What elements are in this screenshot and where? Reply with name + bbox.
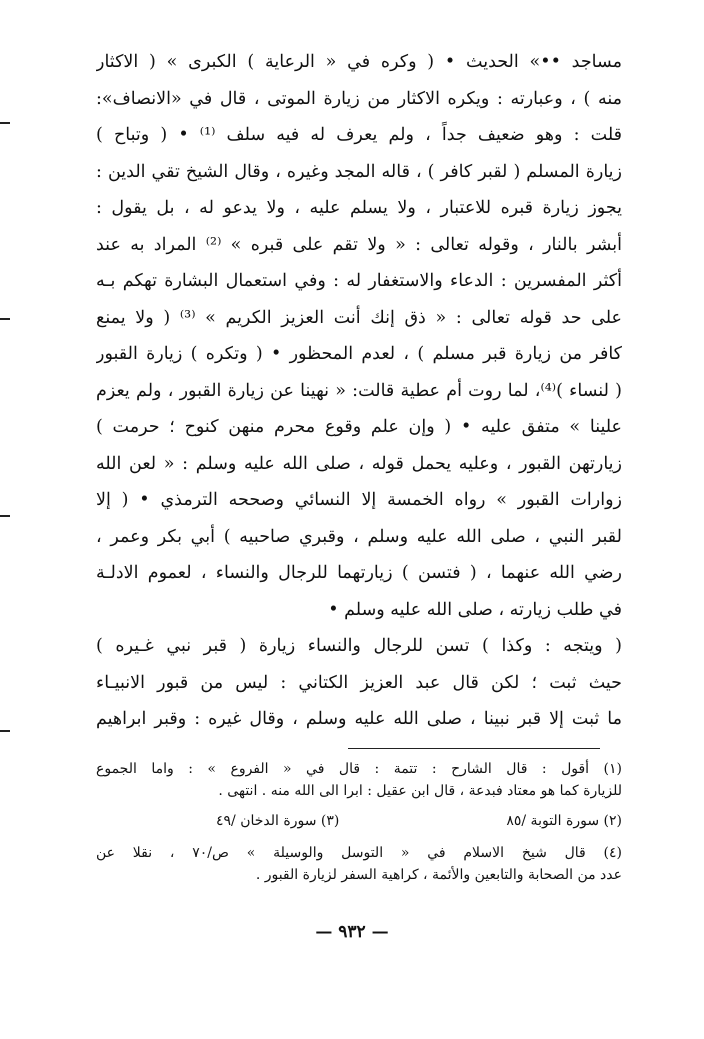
text-line: علينا » متفق عليه • ( وإن علم وقوع محرم منهن كنوح ؛ حرمت ) xyxy=(96,417,622,437)
footnote-separator xyxy=(348,748,600,749)
margin-mark xyxy=(0,122,10,124)
margin-mark xyxy=(0,515,10,517)
footnote-4-line: (٤) قال شيخ الاسلام في « التوسل والوسيلة » ص/٧٠ ، نقلا عن xyxy=(96,845,622,861)
footnotes xyxy=(96,758,622,886)
footnote-4-line: عدد من الصحابة والتابعين والأئمة ، كراهية السفر لزيارة القبور . xyxy=(255,867,622,883)
text-line: زيارتهن القبور ، وعليه يحمل قوله ، صلى الله عليه وسلم : « لعن الله xyxy=(96,453,622,474)
text-line: ( لنساء )⁽⁴⁾، لما روت أم عطية قالت: « نهينا عن زيارة القبور ، ولم يعزم xyxy=(96,380,622,401)
text-line: على حد قوله تعالى : « ذق إنك أنت العزيز الكريم » ⁽³⁾ ( ولا يمنع xyxy=(96,307,622,328)
text-line: زوارات القبور » رواه الخمسة إلا النسائي وصححه الترمذي • ( إلا xyxy=(96,490,622,510)
margin-mark xyxy=(0,730,10,732)
page-number: — ٩٣٢ — xyxy=(315,922,389,942)
footnote-3: (٣) سورة الدخان /٤٩ xyxy=(216,813,340,829)
footnote-1-line: للزيارة كما هو معتاد فبدعة ، قال ابن عقيل : ابرا الى الله منه . انتهى . xyxy=(218,783,622,799)
main-paragraph xyxy=(96,44,622,628)
text-line: أكثر المفسرين : الدعاء والاستغفار له : وفي استعمال البشارة تهكم بـه xyxy=(96,271,622,291)
footnote-2-3-row xyxy=(96,810,622,832)
margin-mark xyxy=(0,318,10,320)
text-line: مساجد ••» الحديث • ( وكره في « الرعاية ) الكبرى » ( الاكثار xyxy=(96,52,622,72)
footnote-2: (٢) سورة التوبة /٨٥ xyxy=(506,813,622,829)
text-line: قلت : وهو ضعيف جداً ، ولم يعرف له فيه سلف ⁽¹⁾ • ( وتباح ) xyxy=(96,125,622,145)
text-line: رضي الله عنهما ، ( فتسن ) زيارتهما للرجال والنساء ، لعموم الادلـة xyxy=(96,563,622,583)
text-line: ما ثبت إلا قبر نبينا ، صلى الله عليه وسلم ، وقال غيره : وقبر ابراهيم xyxy=(96,709,622,729)
text-line: منه ) ، وعبارته : ويكره الاكثار من زيارة الموتى ، قال في «الانصاف»: xyxy=(96,88,622,109)
text-line: كافر من زيارة قبر مسلم ) ، لعدم المحظور • ( وتكره ) زيارة القبور xyxy=(96,344,622,364)
text-line: أبشر بالنار ، وقوله تعالى : « ولا تقم على قبره » ⁽²⁾ المراد به عند xyxy=(96,234,622,255)
text-line: ( ويتجه : وكذا ) تسن للرجال والنساء زيارة ( قبر نبي غـيره ) xyxy=(96,636,622,656)
second-paragraph xyxy=(96,628,622,738)
footnote-1-line: (١) أقول : قال الشارح : تتمة : قال في « الفروع » : واما الجموع xyxy=(96,761,622,777)
text-line: في طلب زيارته ، صلى الله عليه وسلم • xyxy=(328,599,622,620)
text-line: حيث ثبت ؛ لكن قال عبد العزيز الكتاني : ليس من قبور الانبيـاء xyxy=(96,672,622,693)
text-line: يجوز زيارة قبره للاعتبار ، ولا يسلم عليه ، ولا يدعو له ، بل يقول : xyxy=(96,198,622,218)
text-line: لقبر النبي ، صلى الله عليه وسلم ، وقبري صاحبيه ) أبي بكر وعمر ، xyxy=(96,526,622,547)
text-line: زيارة المسلم ( لقبر كافر ) ، قاله المجد وغيره ، وقال الشيخ تقي الدين : xyxy=(96,161,622,182)
